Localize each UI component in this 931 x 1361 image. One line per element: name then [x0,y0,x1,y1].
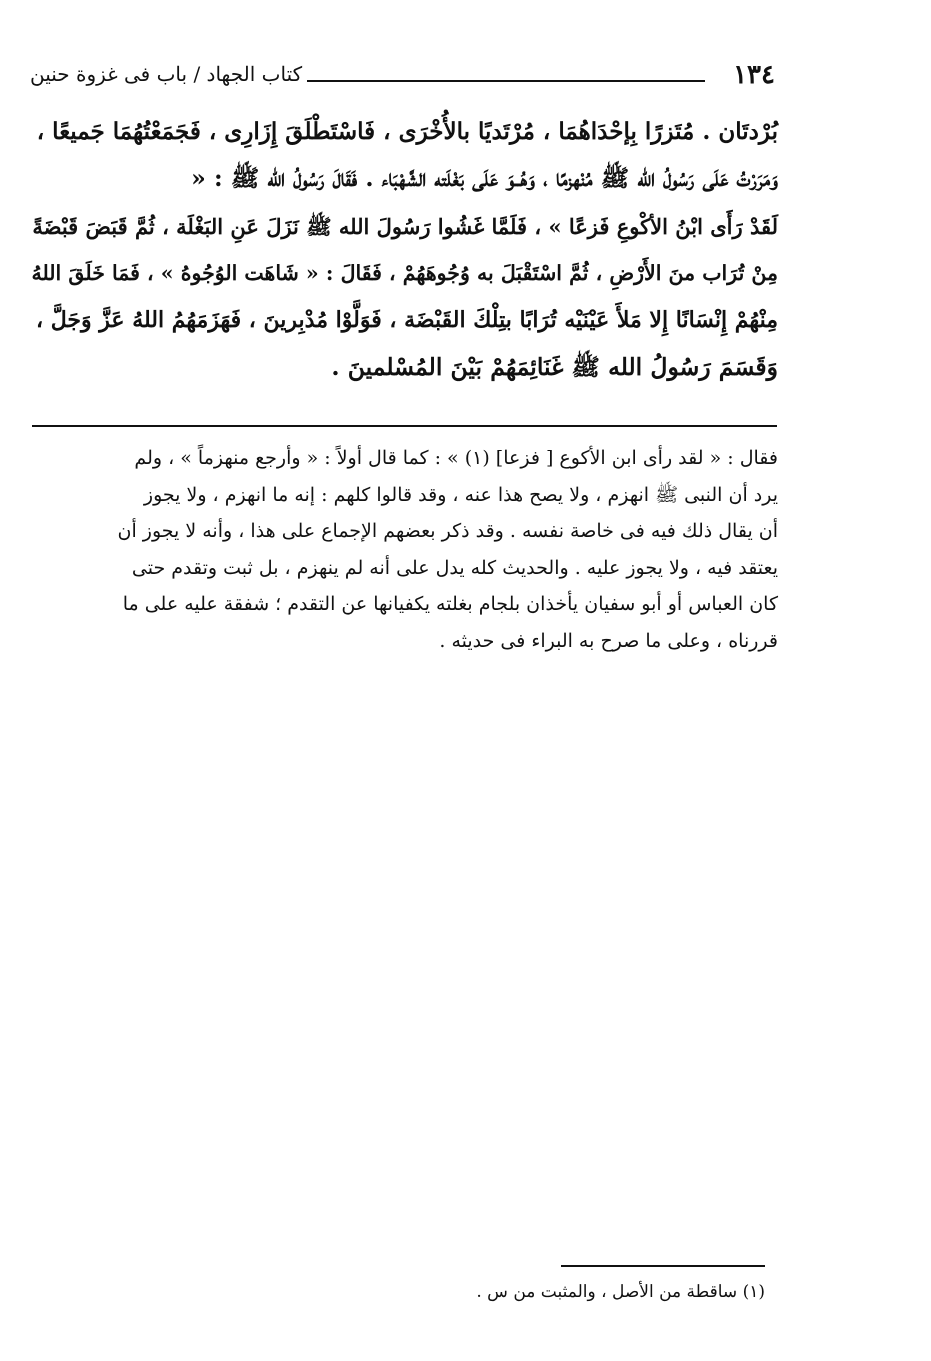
hadith-line: مِنْهُمْ إِنْسَانًا إِلا مَلأَ عَيْنَيْه تُرَابًا بتِلْكَ القَبْضَة ، فَوَلَّوْا مُدْبِرينَ ، فَهَزَمَهُمُ اللهُ عَزَّ وَجَلَّ ، [35,307,778,334]
running-title: كتاب الجهاد / باب فى غزوة حنين [30,62,303,86]
commentary-line: فقال : « لقد رأى ابن الأكوع [ فزعا] (١) » : كما قال أولاً : « وأرجع منهزماً » ، ولم [134,447,778,469]
commentary-text [30,440,778,660]
hadith-line: وَقَسَمَ رَسُولُ الله ﷺ غَنَائِمَهُمْ بَيْنَ المُسْلمينَ . [331,353,778,382]
page-header [30,58,775,98]
commentary-line: قررناه ، وعلى ما صرح به البراء فى حديثه . [439,629,778,652]
commentary-line: يعتقد فيه ، ولا يجوز عليه . والحديث كله يدل على أنه لم ينهزم ، بل ثبت وتقدم حتى [131,556,778,579]
header-rule [307,80,705,82]
hadith-line: بُرْدتَان . مُتَزرًا بِإحْدَاهُمَا ، مُرْتَديًا بالأُخْرَى ، فَاسْتَطْلَقَ إِزَارِى ، فَجَمَعْتُهُمَا جَميعًا ، [36,118,778,145]
footnote-rule [561,1265,765,1267]
hadith-line: مِنْ تُرَاب منَ الأَرْضِ ، ثُمَّ اسْتَقْبَلَ به وُجُوهَهُمْ ، فَقَالَ : « شَاهَت الوُجُوهُ » ، فَمَا خَلَقَ اللهُ [31,260,778,285]
hadith-text [28,108,778,392]
page-number: ١٣٤ [733,60,775,90]
commentary-line: أن يقال ذلك فيه فى خاصة نفسه . وقد ذكر بعضهم الإجماع على هذا ، وأنه لا يجوز أن [117,520,778,543]
hadith-line: لَقَدْ رَأَى ابْنُ الأكْوعِ فَزعًا » ، فَلَمَّا غَشُوا رَسُولَ الله ﷺ نَزَلَ عَنِ البَغْلَة ، ثُمَّ قَبَضَ قَبْضَةً [32,213,778,239]
commentary-line: كان العباس أو أبو سفيان يأخذان بلجام بغلته يكفيانها عن التقدم ؛ شفقة عليه على ما [122,593,778,616]
footnote: (١) ساقطة من الأصل ، والمثبت من س . [476,1282,765,1302]
hadith-line: وَمَرَرْتُ عَلَى رَسُولُ الله ﷺ مُنْهزمًا ، وَهُــوَ عَلَى بَغْلَته الشَّهْبَاء . فَقَالَ رَسُولُ الله ﷺ : « [191,164,778,193]
commentary-line: يرد أن النبى ﷺ انهزم ، ولا يصح هذا عنه ، وقد قالوا كلهم : إنه ما انهزم ، ولا يجوز [143,483,778,506]
text-separator-rule [32,425,777,427]
